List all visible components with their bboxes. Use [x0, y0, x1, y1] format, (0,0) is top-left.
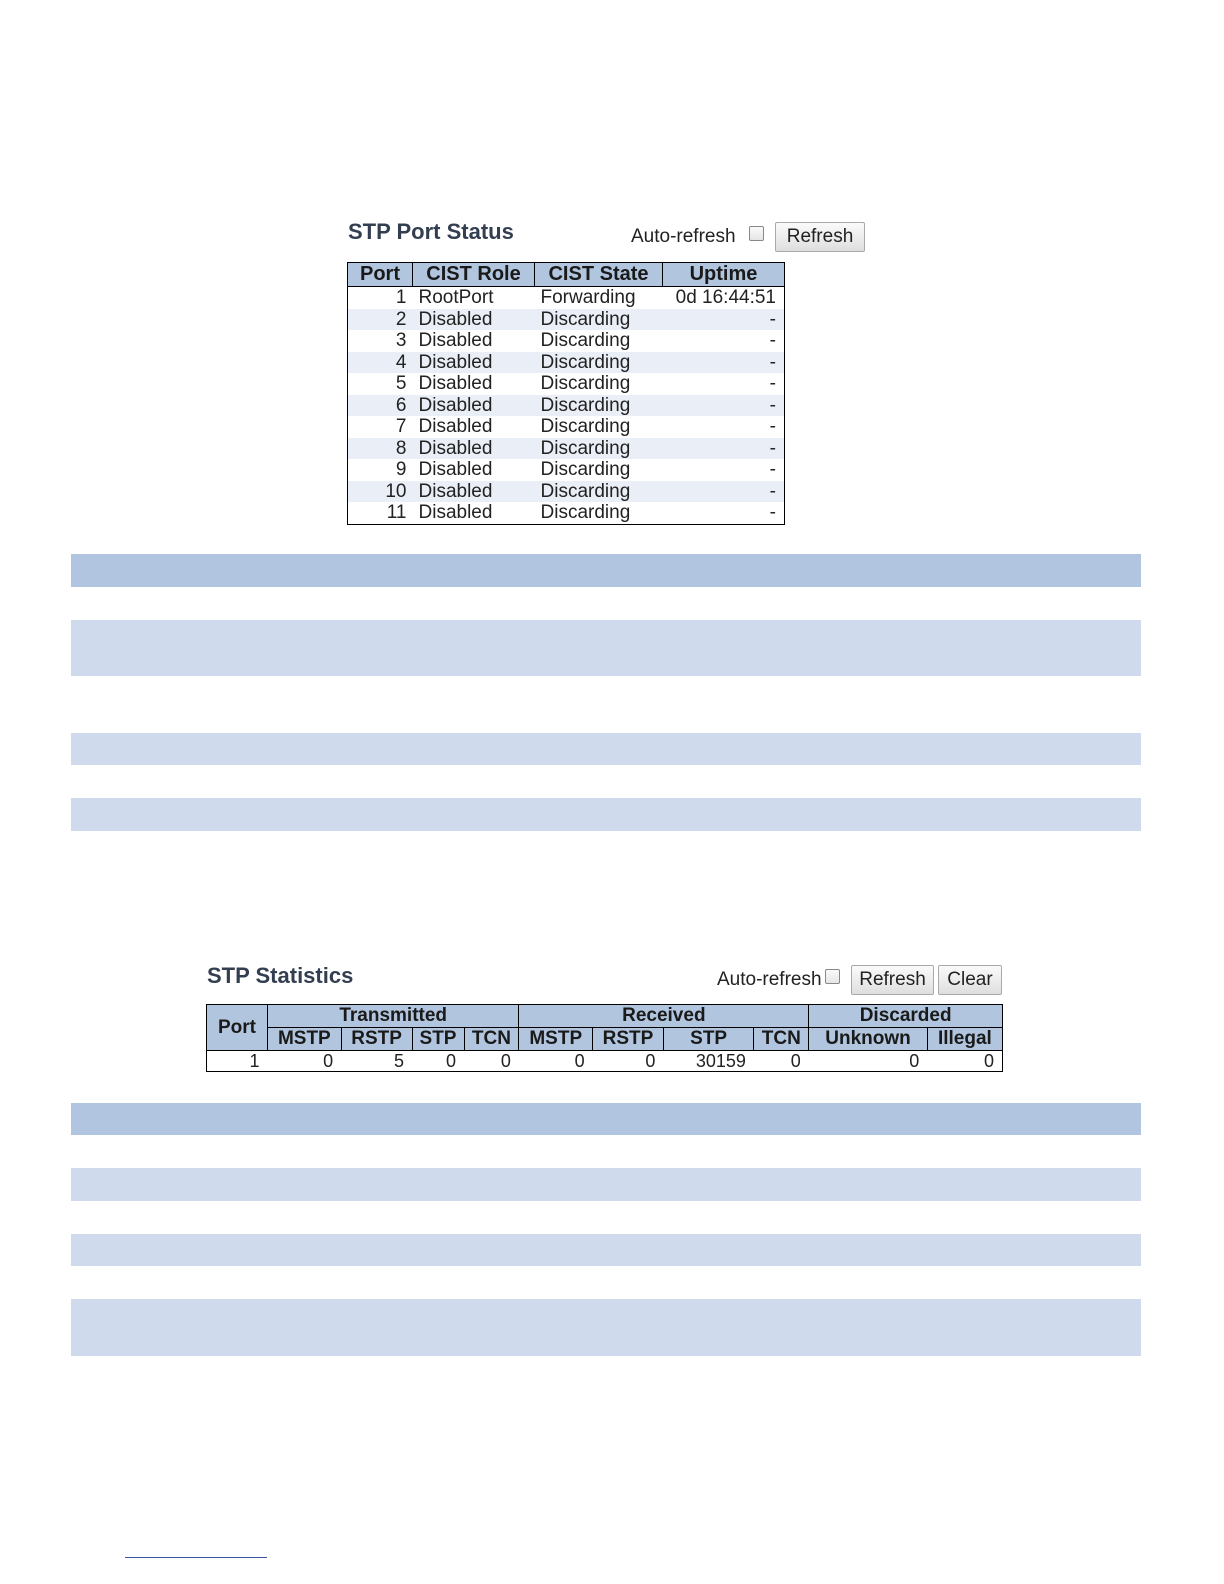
- col-header-rx-rstp: RSTP: [593, 1028, 664, 1051]
- table-row-band: [71, 1168, 1141, 1201]
- stats-sub-header-row: [207, 1028, 1003, 1051]
- col-header-uptime: Uptime: [663, 263, 785, 287]
- table-row: [348, 438, 785, 460]
- uptime-cell: -: [663, 438, 785, 460]
- table-row: [348, 502, 785, 524]
- port-cell: 11: [386, 502, 407, 524]
- col-header-tx-mstp: MSTP: [268, 1028, 342, 1051]
- table-row: [348, 330, 785, 352]
- col-header-cist-role: CIST Role: [413, 263, 535, 287]
- table-row: [348, 481, 785, 503]
- port-status-refresh-button[interactable]: Refresh: [775, 222, 865, 252]
- port-cell: 7: [395, 416, 407, 438]
- rx-rstp-cell: 0: [645, 1051, 656, 1071]
- port-status-title: STP Port Status: [348, 219, 514, 244]
- statistics-refresh-button[interactable]: Refresh: [851, 965, 934, 995]
- tx-rstp-cell: 5: [393, 1051, 404, 1071]
- table-row: [348, 395, 785, 417]
- col-header-rx-mstp: MSTP: [519, 1028, 593, 1051]
- role-cell: Disabled: [418, 459, 493, 481]
- col-header-received: Received: [519, 1005, 809, 1028]
- tx-mstp-cell: 0: [323, 1051, 334, 1071]
- uptime-cell: -: [663, 309, 785, 331]
- table-row: [348, 459, 785, 481]
- uptime-cell: -: [769, 502, 776, 524]
- tx-stp-cell: 0: [445, 1051, 456, 1071]
- footnote-separator: [125, 1557, 267, 1558]
- state-cell: Discarding: [535, 395, 663, 417]
- state-cell: Discarding: [535, 352, 663, 374]
- table-row: [348, 373, 785, 395]
- col-header-disc-unknown: Unknown: [809, 1028, 928, 1051]
- col-header-tx-tcn: TCN: [464, 1028, 519, 1051]
- table-row-band: [71, 1299, 1141, 1356]
- port-status-auto-refresh-label: Auto-refresh: [631, 226, 736, 247]
- col-header-rx-stp: STP: [663, 1028, 754, 1051]
- statistics-clear-button[interactable]: Clear: [938, 965, 1002, 995]
- port-cell: 8: [348, 438, 413, 460]
- state-cell: Discarding: [540, 459, 631, 481]
- uptime-cell: -: [663, 352, 785, 374]
- port-cell: 5: [395, 373, 407, 395]
- rx-stp-cell: 30159: [695, 1051, 746, 1071]
- col-header-disc-illegal: Illegal: [927, 1028, 1002, 1051]
- port-cell: 2: [348, 309, 413, 331]
- port-status-auto-refresh-checkbox[interactable]: [749, 226, 764, 241]
- tx-tcn-cell: 0: [500, 1051, 511, 1071]
- table-row-band: [71, 733, 1141, 765]
- state-cell: Discarding: [540, 373, 631, 395]
- col-header-cist-state: CIST State: [535, 263, 663, 287]
- port-cell: 3: [395, 330, 407, 352]
- state-cell: Forwarding: [540, 287, 636, 309]
- table-header-band: [71, 554, 1141, 587]
- role-cell: Disabled: [418, 416, 493, 438]
- stats-group-header-row: [207, 1005, 1003, 1028]
- state-cell: Discarding: [535, 309, 663, 331]
- col-header-port: Port: [207, 1005, 268, 1051]
- uptime-cell: 0d 16:44:51: [675, 287, 776, 309]
- table-header-band: [71, 1103, 1141, 1135]
- role-cell: Disabled: [413, 395, 535, 417]
- state-cell: Discarding: [535, 438, 663, 460]
- state-cell: Discarding: [540, 416, 631, 438]
- role-cell: Disabled: [418, 330, 493, 352]
- role-cell: RootPort: [418, 287, 494, 309]
- table-row: [348, 287, 785, 309]
- uptime-cell: -: [769, 373, 776, 395]
- statistics-table: [206, 1004, 1003, 1072]
- role-cell: Disabled: [413, 352, 535, 374]
- state-cell: Discarding: [535, 481, 663, 503]
- role-cell: Disabled: [418, 373, 493, 395]
- statistics-auto-refresh-label: Auto-refresh: [717, 969, 822, 990]
- rx-tcn-cell: 0: [790, 1051, 801, 1071]
- table-row-band: [71, 798, 1141, 831]
- col-header-port: Port: [348, 263, 413, 287]
- disc-illegal-cell: 0: [983, 1051, 994, 1071]
- col-header-discarded: Discarded: [809, 1005, 1003, 1028]
- port-cell: 6: [348, 395, 413, 417]
- port-cell: 1: [249, 1051, 260, 1071]
- col-header-transmitted: Transmitted: [268, 1005, 519, 1028]
- disc-unknown-cell: 0: [909, 1051, 920, 1071]
- uptime-cell: -: [769, 416, 776, 438]
- statistics-title: STP Statistics: [207, 963, 354, 988]
- statistics-auto-refresh-checkbox[interactable]: [825, 969, 840, 984]
- col-header-rx-tcn: TCN: [754, 1028, 809, 1051]
- table-row: [348, 416, 785, 438]
- table-row-band: [71, 620, 1141, 676]
- col-header-tx-stp: STP: [412, 1028, 464, 1051]
- state-cell: Discarding: [540, 330, 631, 352]
- role-cell: Disabled: [413, 309, 535, 331]
- port-cell: 9: [395, 459, 407, 481]
- uptime-cell: -: [663, 481, 785, 503]
- uptime-cell: -: [663, 395, 785, 417]
- col-header-tx-rstp: RSTP: [341, 1028, 412, 1051]
- table-row-band: [71, 1234, 1141, 1266]
- role-cell: Disabled: [413, 481, 535, 503]
- port-status-table: [347, 262, 785, 525]
- port-cell: 10: [348, 481, 413, 503]
- table-row: [348, 352, 785, 374]
- role-cell: Disabled: [413, 438, 535, 460]
- rx-mstp-cell: 0: [574, 1051, 585, 1071]
- uptime-cell: -: [769, 330, 776, 352]
- state-cell: Discarding: [540, 502, 631, 524]
- table-row: [207, 1051, 1003, 1072]
- port-status-header-row: [348, 263, 785, 287]
- role-cell: Disabled: [418, 502, 493, 524]
- table-row: [348, 309, 785, 331]
- uptime-cell: -: [769, 459, 776, 481]
- port-cell: 1: [395, 287, 407, 309]
- port-cell: 4: [348, 352, 413, 374]
